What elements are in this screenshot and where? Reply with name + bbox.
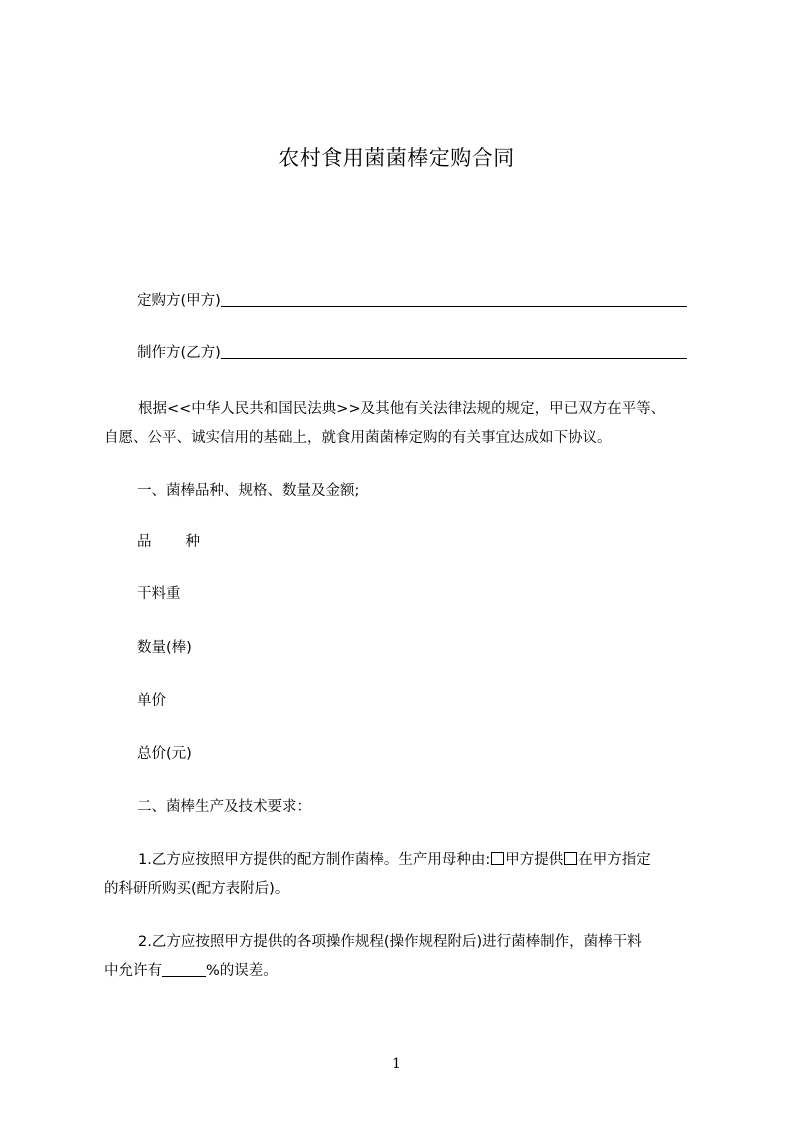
option-1-label: 甲方提供	[505, 852, 564, 868]
maker-line	[137, 343, 687, 363]
option-1-checkbox[interactable]	[491, 852, 504, 865]
maker-blank	[221, 344, 687, 359]
tolerance-blank	[162, 962, 206, 977]
clause-1-text: 1.乙方应按照甲方提供的配方制作菌棒。生产用母种由:	[138, 852, 491, 868]
option-2-checkbox[interactable]	[564, 852, 577, 865]
dry-weight-field: 干料重	[137, 586, 181, 602]
section1-heading: 一、菌棒品种、规格、数量及金额;	[137, 483, 360, 499]
intro-line-1: 根据<<中华人民共和国民法典>>及其他有关法律法规的规定，甲已双方在平等、	[138, 401, 666, 417]
page-number: 1	[392, 1056, 401, 1072]
clause-1-line-1	[104, 846, 714, 875]
clause-2-line-1: 2.乙方应按照甲方提供的各项操作规程(操作规程附后)进行菌棒制作，菌棒干料	[138, 934, 642, 950]
clause-2-line-2	[104, 957, 714, 986]
clause-1	[104, 846, 714, 904]
total-price-field: 总价(元)	[137, 746, 192, 762]
intro-paragraph	[104, 395, 714, 453]
variety-char-2: 种	[185, 534, 200, 550]
clause-2-prefix: 中允许有	[104, 963, 162, 979]
buyer-line	[137, 291, 687, 311]
document-title: 农村食用菌菌棒定购合同	[278, 146, 515, 170]
quantity-field: 数量(棒)	[137, 640, 192, 656]
buyer-label: 定购方(甲方)	[137, 293, 221, 309]
unit-price-field: 单价	[137, 693, 166, 709]
intro-line-2: 自愿、公平、诚实信用的基础上，就食用菌菌棒定购的有关事宜达成如下协议。	[104, 430, 612, 446]
clause-2-suffix: %的误差。	[206, 963, 278, 979]
clause-1-line-2: 的科研所购买(配方表附后)。	[104, 881, 290, 897]
variety-char-1: 品	[137, 534, 152, 550]
option-2-label: 在甲方指定	[578, 852, 651, 868]
clause-2	[104, 928, 714, 986]
section2-heading: 二、菌棒生产及技术要求：	[137, 799, 311, 815]
maker-label: 制作方(乙方)	[137, 345, 221, 361]
buyer-blank	[221, 292, 687, 307]
variety-field	[137, 532, 200, 552]
